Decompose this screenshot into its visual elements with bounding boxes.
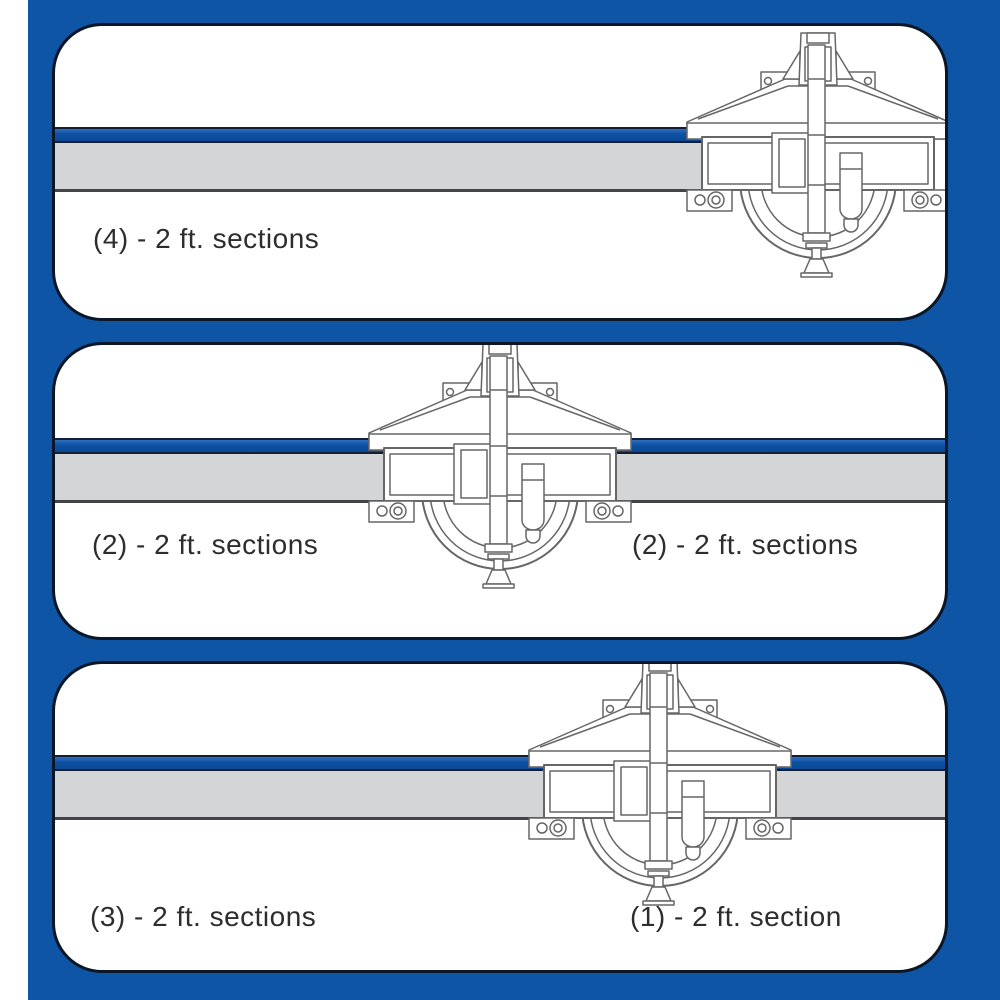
panel-config-2 — [52, 342, 948, 640]
rail-gray-body — [55, 143, 702, 192]
section-count-label: (2) - 2 ft. sections — [92, 529, 319, 560]
section-count-label: (1) - 2 ft. section — [630, 901, 842, 932]
rail-gray-body — [613, 454, 948, 503]
section-count-label: (4) - 2 ft. sections — [93, 223, 320, 254]
panel-config-1 — [52, 23, 948, 321]
track-rail-right — [773, 755, 948, 820]
rail-blue-strip — [55, 438, 387, 454]
section-count-label: (3) - 2 ft. sections — [90, 901, 317, 932]
track-rail-left — [55, 127, 702, 192]
rail-blue-strip — [773, 755, 948, 771]
rail-gray-body — [55, 454, 387, 503]
rail-blue-strip — [55, 755, 543, 771]
rail-blue-strip — [55, 127, 702, 143]
rail-gray-body — [55, 771, 543, 820]
track-rail-left — [55, 438, 387, 503]
panel-config-3 — [52, 661, 948, 973]
rail-gray-body — [773, 771, 948, 820]
track-machine-drawing — [366, 342, 634, 592]
track-rail-right — [613, 438, 948, 503]
track-machine-drawing — [526, 661, 794, 909]
track-rail-left — [55, 755, 543, 820]
section-count-label: (2) - 2 ft. sections — [632, 529, 859, 560]
rail-blue-strip — [613, 438, 948, 454]
track-machine-drawing — [684, 31, 948, 281]
